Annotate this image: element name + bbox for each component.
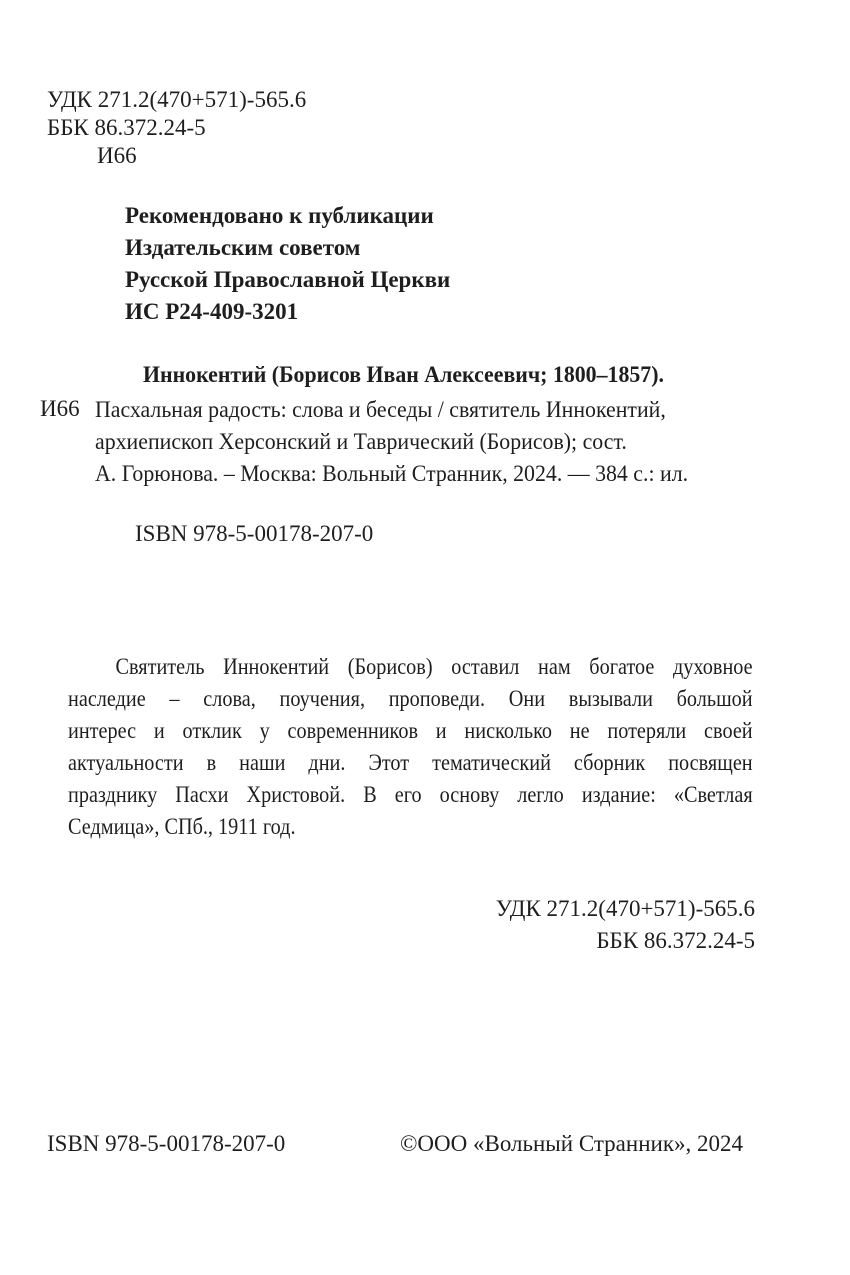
bib-description-block bbox=[95, 394, 688, 490]
udk-code: УДК 271.2(470+571)-565.6 bbox=[47, 87, 307, 112]
bbk-code: ББК 86.372.24-5 bbox=[47, 115, 206, 140]
annotation-line-6: Седмица», СПб., 1911 год. bbox=[68, 814, 296, 839]
footer-isbn: ISBN 978-5-00178-207-0 bbox=[47, 1131, 286, 1156]
bib-author-sign: И66 bbox=[40, 396, 80, 421]
approval-line-2: Издательским советом bbox=[125, 235, 361, 260]
bib-description-line-3: А. Горюнова. – Москва: Вольный Странник, 2024. — 384 с.: ил. bbox=[95, 461, 689, 486]
udk-code-bottom: УДК 271.2(470+571)-565.6 bbox=[495, 896, 755, 921]
author-sign: И66 bbox=[97, 143, 137, 168]
bib-author-heading: Иннокентий (Борисов Иван Алексеевич; 1800–1857). bbox=[143, 362, 664, 387]
classification-top-block bbox=[47, 86, 306, 170]
annotation-line-4: актуальности в наши дни. Этот тематический сборник посвящен bbox=[68, 750, 753, 775]
annotation-line-3: интерес и отклик у современников и нисколько не потеряли своей bbox=[68, 718, 753, 743]
approval-block bbox=[125, 200, 450, 328]
approval-line-3: Русской Православной Церкви bbox=[125, 267, 451, 292]
approval-line-1: Рекомендовано к публикации bbox=[125, 203, 434, 228]
bib-description-line-1: Пасхальная радость: слова и беседы / святитель Иннокентий, bbox=[95, 397, 666, 422]
approval-line-4: ИС Р24-409-3201 bbox=[125, 299, 299, 324]
bbk-code-bottom: ББК 86.372.24-5 bbox=[596, 928, 755, 953]
footer-copyright: ©ООО «Вольный Странник», 2024 bbox=[399, 1131, 743, 1156]
classification-bottom-block bbox=[496, 893, 755, 957]
bib-description-line-2: архиепископ Херсонский и Таврический (Борисов); сост. bbox=[95, 429, 627, 454]
annotation-line-1: Святитель Иннокентий (Борисов) оставил нам богатое духовное bbox=[115, 654, 753, 679]
annotation-line-2: наследие – слова, поучения, проповеди. Они вызывали большой bbox=[68, 686, 753, 711]
annotation-block bbox=[68, 651, 753, 843]
annotation-line-5: празднику Пасхи Христовой. В его основу легло издание: «Светлая bbox=[68, 782, 753, 807]
isbn-line: ISBN 978-5-00178-207-0 bbox=[135, 521, 374, 546]
